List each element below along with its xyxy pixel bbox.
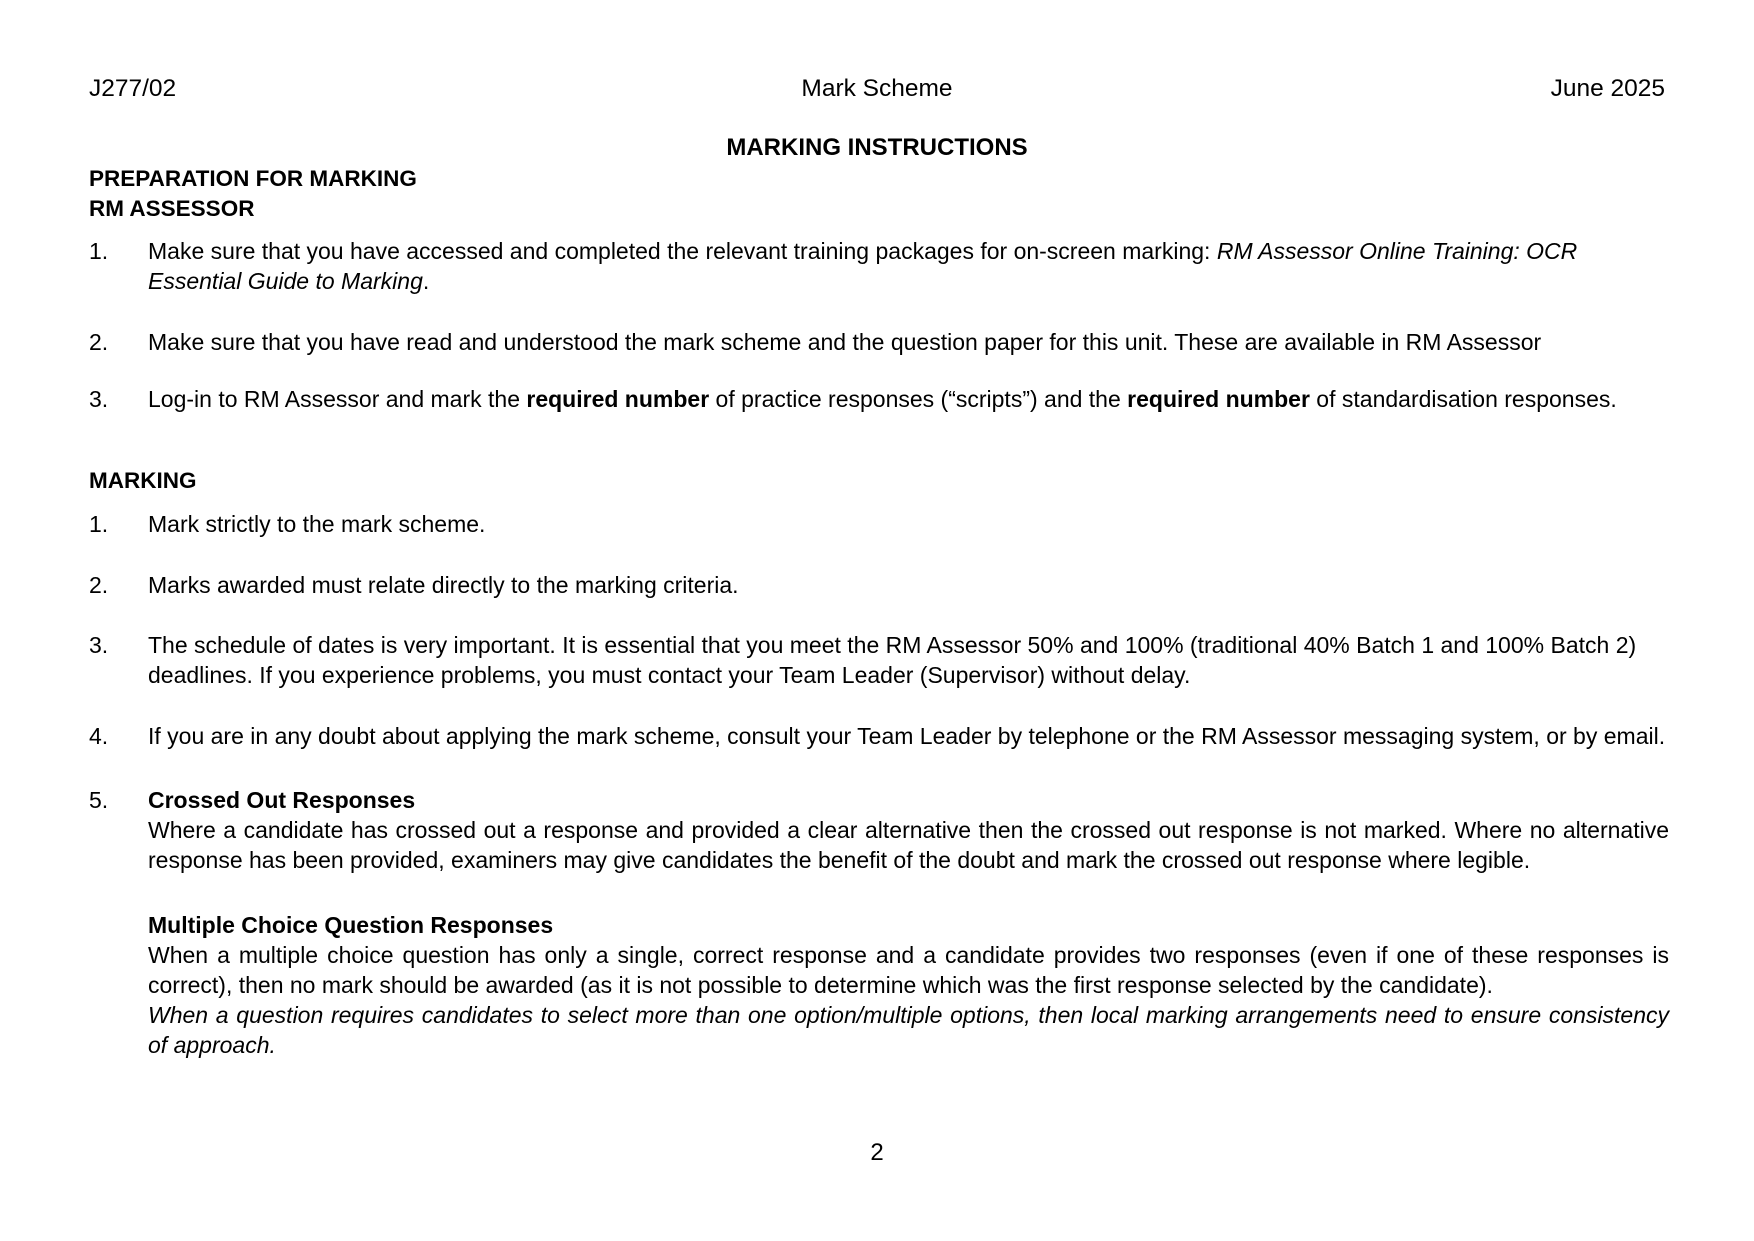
rm-assessor-heading: RM ASSESSOR (89, 196, 255, 221)
marking-heading: MARKING (89, 468, 197, 493)
item-body (148, 785, 1669, 1060)
item-number: 5. (89, 787, 109, 813)
header-document-type: Mark Scheme (801, 75, 953, 102)
item-number: 2. (89, 572, 109, 598)
marking-item-5 (89, 785, 1669, 1060)
mcq-text: When a multiple choice question has only a single, correct response and a candidate provides two responses (even if one of these responses is correct), then no mark should be awarded (as it is not possible to determine which was the first response selected by the candidate). (148, 942, 1669, 998)
mcq-heading: Multiple Choice Question Responses (148, 912, 554, 938)
item-number: 1. (89, 511, 109, 537)
header-date: June 2025 (1550, 75, 1665, 102)
marking-item-1 (89, 509, 1669, 539)
marking-item-3 (89, 630, 1669, 690)
crossed-out-heading: Crossed Out Responses (148, 787, 416, 813)
prep-item-2 (89, 327, 1669, 357)
item-text: The schedule of dates is very important. It is essential that you meet the RM Assessor 50% and 100% (traditional 40% Batch 1 and 100% Batch 2) deadlines. If you experience problems, you must contact your Team Leader (Supervisor) without delay. (148, 632, 1637, 688)
page-number: 2 (870, 1139, 884, 1166)
marking-item-4 (89, 721, 1669, 751)
item-text: Marks awarded must relate directly to the marking criteria. (148, 572, 739, 598)
item-number: 2. (89, 329, 109, 355)
prep-item-1 (89, 236, 1669, 296)
item-number: 3. (89, 632, 109, 658)
page-title: MARKING INSTRUCTIONS (726, 134, 1028, 161)
item-text: If you are in any doubt about applying the mark scheme, consult your Team Leader by telephone or the RM Assessor messaging system, or by email. (148, 723, 1666, 749)
item-number: 4. (89, 723, 109, 749)
item-number: 3. (89, 386, 109, 412)
header-paper-code: J277/02 (89, 75, 177, 102)
crossed-out-text: Where a candidate has crossed out a response and provided a clear alternative then the crossed out response is not marked. Where no alternative response has been provided, examiners may give candidates the benefit of the doubt and mark the crossed out response where legible. (148, 817, 1669, 873)
item-text: Make sure that you have read and understood the mark scheme and the question paper for this unit. These are available in RM Assessor (148, 329, 1542, 355)
mcq-italic-note: When a question requires candidates to select more than one option/multiple options, then local marking arrangements need to ensure consistency of approach. (148, 1002, 1669, 1058)
item-number: 1. (89, 238, 109, 264)
item-text: Make sure that you have accessed and completed the relevant training packages for on-screen marking: RM Assessor Online Training: OCR Essential Guide to Marking. (148, 238, 1578, 294)
preparation-heading: PREPARATION FOR MARKING (89, 166, 417, 191)
prep-item-3 (89, 384, 1669, 414)
item-text: Log-in to RM Assessor and mark the required number of practice responses (“scripts”) and the required number of standardisation responses. (148, 386, 1617, 412)
item-text: Mark strictly to the mark scheme. (148, 511, 486, 537)
marking-item-2 (89, 570, 1669, 600)
